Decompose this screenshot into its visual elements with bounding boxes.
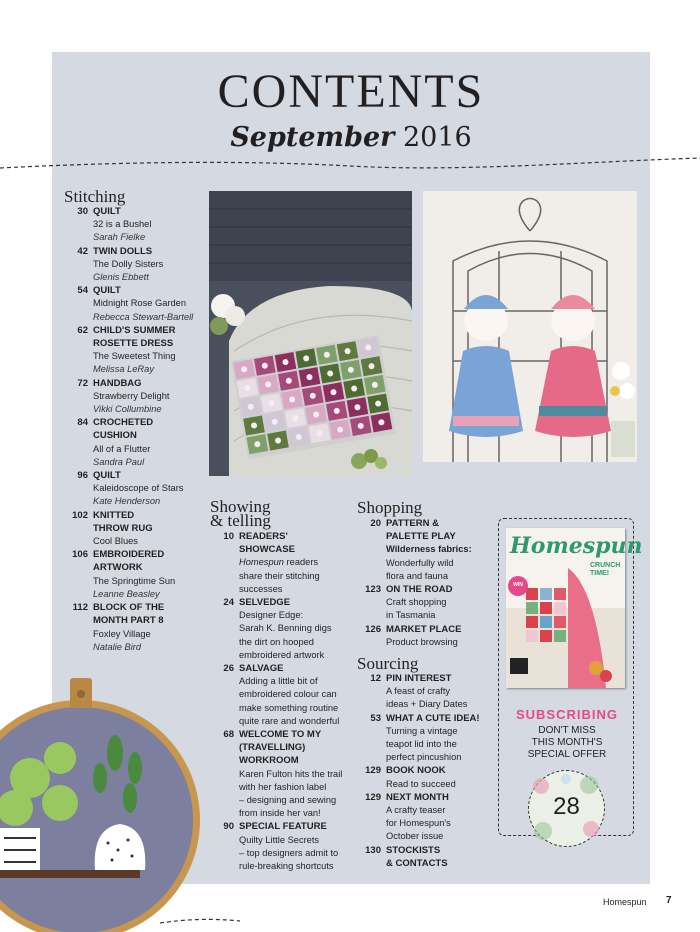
stitching-heading: Stitching: [64, 187, 126, 206]
article-description: Read to succeed: [386, 778, 456, 789]
page-number: 20: [370, 518, 381, 529]
stitching-entry[interactable]: [64, 416, 204, 469]
magazine-cover[interactable]: [506, 528, 643, 688]
cushion-illustration: [209, 191, 412, 476]
header-dashed-line: [0, 152, 700, 172]
article-title: QUILT: [93, 206, 121, 217]
article-description: 32 is a Bushel: [93, 219, 152, 230]
page-number: 62: [77, 324, 88, 336]
page-number: 26: [223, 663, 234, 675]
showing-heading: [210, 497, 271, 530]
article-description: The Sweetest Thing: [93, 351, 176, 362]
article-description: A crafty teaser for Homespun's October issue: [386, 805, 451, 842]
shopping-entry[interactable]: [357, 517, 497, 583]
stitching-list: [64, 205, 204, 654]
showing-entry[interactable]: [210, 728, 350, 820]
article-title: NEXT MONTH: [386, 791, 449, 803]
article-title: QUILT: [93, 285, 121, 297]
stitching-entry[interactable]: [64, 245, 204, 285]
article-description: Strawberry Delight: [93, 390, 170, 401]
article-description: [239, 675, 350, 728]
page-number: 24: [223, 597, 234, 609]
showing-entry[interactable]: [210, 530, 350, 596]
page-number: 106: [72, 549, 88, 561]
sourcing-entry[interactable]: [357, 764, 497, 790]
article-description-text: Quilty Little Secrets – top designers admit to rule-breaking shortcuts: [239, 834, 339, 872]
stitching-entry[interactable]: [64, 469, 204, 509]
article-description: [239, 768, 350, 821]
page-number: 84: [77, 417, 88, 429]
article-author: Melissa LeRay: [93, 364, 154, 375]
sourcing-entry[interactable]: [357, 672, 497, 712]
article-description: The Springtime Sun: [93, 575, 176, 586]
article-description: [239, 609, 350, 662]
issue-month: September: [230, 122, 395, 153]
page-number: 54: [77, 285, 88, 297]
page-title: CONTENTS: [217, 65, 485, 118]
sourcing-entry[interactable]: [357, 712, 497, 765]
article-title: SPECIAL FEATURE: [239, 821, 327, 833]
subscribe-text: DON'T MISS THIS MONTH'S SPECIAL OFFER: [527, 725, 607, 760]
article-author: Glenis Ebbett: [93, 272, 149, 283]
dolls-illustration: [423, 191, 637, 462]
article-description-text: Designer Edge: Sarah K. Benning digs the dirt on hooped embroidered artwork: [239, 610, 332, 660]
cushion-photo: [209, 191, 412, 476]
article-subhead: Wilderness fabrics:: [386, 544, 472, 555]
shopping-heading: Shopping: [357, 498, 423, 517]
page-number: 12: [370, 673, 381, 684]
article-author: Vikki Collumbine: [93, 404, 162, 415]
article-title: WELCOME TO MY (TRAVELLING) WORKROOM: [239, 729, 322, 767]
article-title: ON THE ROAD: [386, 584, 453, 596]
stitching-entry[interactable]: [64, 284, 204, 324]
stitching-entry[interactable]: [64, 509, 204, 549]
article-title: QUILT: [93, 470, 121, 482]
page-number: 130: [365, 844, 381, 856]
showing-entry[interactable]: [210, 820, 350, 873]
article-title: BOOK NOOK: [386, 765, 446, 777]
page-number: 112: [72, 602, 88, 614]
stitching-entry[interactable]: [64, 377, 204, 417]
article-description: The Dolly Sisters: [93, 258, 164, 269]
article-description: Cool Blues: [93, 536, 138, 547]
stitching-entry[interactable]: [64, 205, 204, 245]
article-description-emphasis: Homespun: [239, 557, 284, 568]
article-author: Leanne Beasley: [93, 588, 160, 599]
article-title: SELVEDGE: [239, 597, 291, 609]
cover-badge: WIN: [513, 582, 523, 588]
showing-list: [210, 530, 350, 873]
article-title: PIN INTEREST: [386, 673, 452, 684]
article-title: MARKET PLACE: [386, 623, 462, 635]
article-description: Midnight Rose Garden: [93, 298, 187, 309]
page-number: 10: [223, 531, 234, 542]
subscribe-title: SUBSCRIBING: [515, 707, 618, 722]
article-title: CHILD'S SUMMER ROSETTE DRESS: [93, 324, 176, 350]
article-description: All of a Flutter: [93, 443, 151, 454]
issue-year: 2016: [402, 122, 472, 153]
article-author: Kate Henderson: [93, 496, 161, 507]
article-description: [239, 834, 350, 874]
article-description-text: Karen Fulton hits the trail with her fashion label – designing and sewing from inside her van!: [239, 768, 343, 819]
page-number: 126: [365, 623, 381, 635]
article-description: Product browsing: [386, 636, 458, 647]
page-number: 72: [77, 377, 88, 389]
showing-entry[interactable]: [210, 596, 350, 662]
embroidery-illustration: [0, 678, 200, 927]
article-title: PATTERN & PALETTE PLAY: [386, 518, 456, 543]
page-number: 90: [223, 821, 234, 833]
article-description: Turning a vintage teapot lid into the perfect pincushion: [386, 725, 462, 763]
page-number: 30: [77, 206, 88, 217]
dolls-photo: [423, 191, 637, 462]
cover-brand: Homespun: [510, 533, 643, 559]
cover-headline: CRUNCH TIME!: [590, 562, 621, 577]
article-title: HANDBAG: [93, 377, 142, 389]
article-title: EMBROIDERED ARTWORK: [93, 549, 165, 574]
article-description: Wonderfully wild flora and fauna: [386, 557, 454, 581]
page-number: 68: [223, 729, 234, 741]
article-title: TWIN DOLLS: [93, 245, 153, 257]
issue-date: [52, 122, 650, 154]
showing-heading-line1: Showing: [210, 497, 271, 516]
article-author: Sarah Fielke: [93, 232, 146, 243]
page-number: 123: [365, 584, 381, 596]
article-title: STOCKISTS & CONTACTS: [386, 844, 448, 869]
shopping-list: [357, 517, 497, 649]
subscribe-page-badge[interactable]: [528, 770, 605, 847]
article-title: KNITTED THROW RUG: [93, 509, 153, 534]
footer-dashed-line: [0, 905, 700, 927]
article-description: Kaleidoscope of Stars: [93, 483, 184, 494]
article-title: SALVAGE: [239, 663, 284, 675]
page-number: 53: [370, 712, 381, 724]
embroidery-hoop-photo: [0, 678, 200, 927]
article-description-text: Adding a little bit of embroidered colour can make something routine quite rare and wonderful: [239, 676, 340, 726]
page-number: 102: [72, 509, 88, 521]
article-title: WHAT A CUTE IDEA!: [386, 712, 480, 724]
article-title: CROCHETED CUSHION: [93, 417, 154, 442]
page-number: 129: [365, 791, 381, 803]
sourcing-heading: Sourcing: [357, 654, 419, 673]
article-author: Rebecca Stewart-Bartell: [93, 311, 194, 322]
shopping-entry[interactable]: [357, 623, 497, 649]
showing-heading-line2: & telling: [210, 511, 271, 530]
footer-page-number: 7: [666, 895, 672, 906]
article-author: Sandra Paul: [93, 456, 145, 467]
article-author: Natalie Bird: [93, 641, 142, 652]
sourcing-entry[interactable]: [357, 791, 497, 844]
stitching-entry[interactable]: [64, 324, 204, 377]
article-description: A feast of crafty ideas + Diary Dates: [386, 686, 468, 710]
article-description: [239, 556, 350, 596]
stitching-entry[interactable]: [64, 548, 204, 601]
shopping-entry[interactable]: [357, 583, 497, 623]
page-number: 42: [77, 245, 88, 257]
showing-entry[interactable]: [210, 662, 350, 728]
article-description: Craft shopping in Tasmania: [386, 597, 447, 621]
footer-magazine-name: Homespun: [603, 897, 647, 907]
page-number: 96: [77, 470, 88, 482]
article-title: BLOCK OF THE MONTH PART 8: [93, 602, 165, 627]
article-description-text: readers share their stitching successes: [239, 557, 320, 594]
sourcing-entry[interactable]: [357, 844, 497, 870]
article-description: Foxley Village: [93, 628, 151, 639]
stitching-entry[interactable]: [64, 601, 204, 654]
subscribe-page-number: 28: [553, 793, 580, 820]
article-title: READERS' SHOWCASE: [239, 531, 295, 556]
page-number: 129: [365, 765, 381, 777]
sourcing-list: [357, 672, 497, 870]
